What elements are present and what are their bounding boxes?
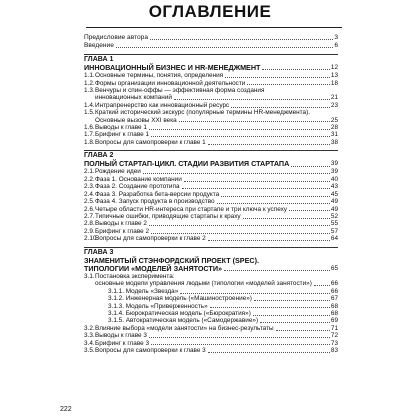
toc-subentry[interactable] [84,303,338,310]
toc-entry-page: 52 [330,212,338,220]
toc-entry-page: 45 [330,190,338,198]
chapter-title-text: ИННОВАЦИОННЫЙ БИЗНЕС И HR-МЕНЕДЖМЕНТ [84,63,261,72]
leader-dots [149,337,330,338]
toc-entry-page: 67 [330,295,338,303]
section-number: 2.4. [84,190,95,198]
section-number: 2.7. [84,212,95,220]
leader-dots [262,69,329,70]
leader-dots [143,173,330,174]
toc-entry-title: Брифинг к главе 2 [95,227,150,235]
toc-entry[interactable] [84,34,338,42]
toc-entry-page: 72 [330,332,338,340]
chapter-page: 12 [330,64,338,71]
leader-dots [208,240,330,241]
leader-dots [174,99,330,100]
leader-dots [151,344,330,345]
toc-entry[interactable] [84,176,338,183]
toc-entry-page: 43 [330,183,338,191]
toc-entry-title: 3.1.3. Модель «Приверженность» [108,302,208,310]
table-of-contents [84,34,338,354]
toc-entry-page: 55 [330,220,338,228]
toc-entry[interactable] [84,325,338,332]
toc-entry-title: Влияние выбора «модели занятости» на бизнес-результаты [95,324,274,332]
toc-entry[interactable] [84,332,338,339]
toc-entry[interactable] [84,183,338,190]
leader-dots [260,322,330,323]
leader-dots [210,307,330,308]
section-number: 1.8. [84,138,95,146]
chapter-page: 65 [330,264,338,272]
section-number: 1.4. [84,101,95,109]
leader-dots [231,107,330,108]
toc-entry-title: Брифинг к главе 1 [95,131,150,139]
toc-entry[interactable] [84,131,338,138]
section-number: 3.1. [84,272,95,280]
toc-entry[interactable] [84,72,338,79]
leader-dots [253,315,330,316]
toc-entry-title: Типичные ошибки, приводящие стартапы к краху [95,212,241,220]
chapter-rule [84,150,338,151]
toc-entry-title: 3.1.5. Автократическая модель («Самодержавие») [108,317,259,325]
chapter-title-text: ТИПОЛОГИИ «МОДЕЛЕЙ ЗАНЯТОСТИ» [84,263,222,273]
toc-entry-page: 6 [334,42,338,49]
toc-entry[interactable] [84,198,338,205]
toc-entry-page: 66 [330,287,338,295]
toc-entry-title: Основные термины, понятия, определения [95,72,224,80]
toc-entry-title: 3.1.4. Бюрократическая модель («Бюрократия») [108,309,251,317]
chapter-title-text: ПОЛНЫЙ СТАРТАП-ЦИКЛ. СТАДИИ РАЗВИТИЯ СТАРТАПА [84,159,290,169]
toc-subentry[interactable] [84,288,338,295]
section-number: 1.5. [84,109,95,117]
chapter-label: ГЛАВА 2 [84,152,114,160]
toc-entry[interactable] [84,168,338,175]
toc-entry-title: Брифинг к главе 3 [95,339,150,347]
leader-dots [150,39,333,40]
toc-entry-page: 25 [330,116,338,124]
toc-entry-page: 68 [330,302,338,310]
toc-entry-title: Выводы к главе 1 [95,124,147,132]
toc-entry-title: Основные вызовы XXI века [95,116,177,124]
toc-entry-title: Постановка эксперимента: [95,272,175,280]
leader-dots [254,300,330,301]
leader-dots [151,233,330,234]
chapter-rule [84,247,338,248]
section-number: 3.5. [84,347,95,354]
leader-dots [243,218,330,219]
toc-entry-page: 49 [330,205,338,213]
toc-entry-page: 68 [330,309,338,317]
leader-dots [224,270,330,271]
toc-entry-page: 57 [330,227,338,235]
section-number: 2.10. [84,235,99,243]
toc-entry-page: 38 [330,138,338,146]
toc-entry-title: Формы организации инновационной деятельности [95,79,246,87]
toc-entry-title: Венчуры и спин-оффы — эффективная форма создания [95,87,265,95]
toc-entry-title: Рождение идеи [95,168,141,176]
toc-entry-continuation[interactable] [84,94,338,101]
section-number: 2.8. [84,220,95,228]
toc-entry-title: Краткий исторический экскурс (популярные термины HR-менеджмента). [95,109,310,117]
toc-entry[interactable] [84,124,338,131]
section-number: 2.9. [84,227,95,235]
chapter-label: ГЛАВА 3 [84,248,114,256]
toc-entry-page: 39 [330,168,338,176]
section-number: 1.3. [84,87,95,95]
chapter-label: ГЛАВА 1 [84,56,114,63]
toc-entry-page: 28 [330,124,338,132]
section-number: 3.3. [84,332,95,340]
leader-dots [217,203,330,204]
toc-entry[interactable] [84,206,338,213]
leader-dots [151,136,330,137]
chapter-page: 39 [330,160,338,168]
leader-dots [208,352,330,353]
toc-entry-title: Фаза 3. Разработка бета-версии продукта [95,190,220,198]
section-number: 1.1. [84,72,95,80]
leader-dots [291,166,330,167]
chapter-rule [84,54,338,55]
page-number: 222 [60,406,72,413]
toc-entry-page: 73 [330,339,338,347]
toc-entry-title: 3.1.2. Инженерная модель («Машиностроение») [108,295,252,303]
leader-dots [182,188,330,189]
section-number: 2.3. [84,183,95,191]
leader-dots [314,285,330,286]
toc-entry[interactable] [84,109,338,116]
chapter-title-line[interactable]: ЗНАМЕНИТЫЙ СТЭНФОРДСКИЙ ПРОЕКТ (SPEC). [84,255,259,265]
chapter-title[interactable] [84,64,338,72]
toc-entry-title: Выводы к главе 3 [95,332,147,340]
toc-entry[interactable] [84,213,338,220]
leader-dots [221,196,330,197]
toc-entry[interactable] [84,80,338,87]
section-number: 3.2. [84,324,95,332]
toc-entry-title: Вопросы для самопроверки к главе 1 [95,138,206,146]
leader-dots [276,330,330,331]
toc-entry-page: 49 [330,198,338,206]
leader-dots [180,293,330,294]
toc-entry[interactable] [84,220,338,227]
toc-entry-title: Четыре области HR-интереса при стартапе и три ключа к успеху [95,205,287,213]
leader-dots [179,121,330,122]
toc-entry[interactable] [84,228,338,235]
leader-dots [149,225,330,226]
toc-entry-page: 66 [330,280,338,288]
toc-entry-page: 69 [330,317,338,325]
section-number: 2.6. [84,205,95,213]
section-number: 2.2. [84,175,95,183]
section-number: 3.4. [84,339,95,347]
toc-entry-page: 3 [334,34,338,41]
toc-entry[interactable] [84,42,338,50]
toc-entry-page: 21 [330,94,338,102]
chapter-title[interactable] [84,265,338,273]
toc-entry-title: инновационных компаний [95,94,172,102]
toc-entry-title: Выводы к главе 2 [95,220,147,228]
toc-entry-title: 3.1.1. Модель «Звезда» [108,287,179,295]
toc-entry[interactable] [84,235,338,242]
section-number: 2.5. [84,198,95,206]
page-title: ОГЛАВЛЕНИЕ [148,2,272,21]
leader-dots [289,210,330,211]
section-number: 1.7. [84,131,95,139]
toc-entry-page: 71 [330,324,338,332]
toc-entry-continuation[interactable] [84,117,338,124]
toc-entry-page: 18 [330,79,338,87]
toc-entry-title: Предисловие автора [84,34,149,41]
toc-entry-page: 13 [330,72,338,80]
toc-entry-page: 40 [330,175,338,183]
toc-entry-page: 23 [330,101,338,109]
leader-dots [116,47,333,48]
toc-entry-title: Вопросы для самопроверки к главе 2 [95,235,206,243]
leader-dots [247,84,330,85]
toc-entry-continuation[interactable] [84,280,338,287]
section-number: 1.6. [84,124,95,132]
title-rule [86,27,342,28]
toc-entry[interactable] [84,139,338,146]
chapter-title[interactable] [84,160,338,168]
toc-entry[interactable] [84,340,338,347]
toc-subentry[interactable] [84,295,338,302]
toc-entry[interactable] [84,191,338,198]
leader-dots [208,144,330,145]
section-number: 1.2. [84,79,95,87]
toc-entry-title: Вопросы для самопроверки к главе 3 [95,347,206,354]
leader-dots [225,77,330,78]
toc-subentry[interactable] [84,310,338,317]
toc-entry-title: основные модели управления людьми (типологии «моделей занятости») [95,280,312,288]
toc-entry-page: 64 [330,235,338,243]
section-number: 2.1. [84,168,95,176]
toc-entry-title: Фаза 2. Создание прототипа [95,183,180,191]
toc-entry-page: 83 [330,347,338,354]
toc-entry-page: 31 [330,131,338,139]
toc-entry-title: Фаза 4. Запуск продукта в производство [95,198,215,206]
toc-entry-title: Интрапренерство как инновационный ресурс [95,101,230,109]
leader-dots [184,181,330,182]
leader-dots [149,129,330,130]
toc-entry-title: Фаза 1. Основание компании [95,175,182,183]
toc-entry-title: Введение [84,42,114,49]
toc-subentry[interactable] [84,317,338,324]
toc-entry[interactable] [84,347,338,354]
